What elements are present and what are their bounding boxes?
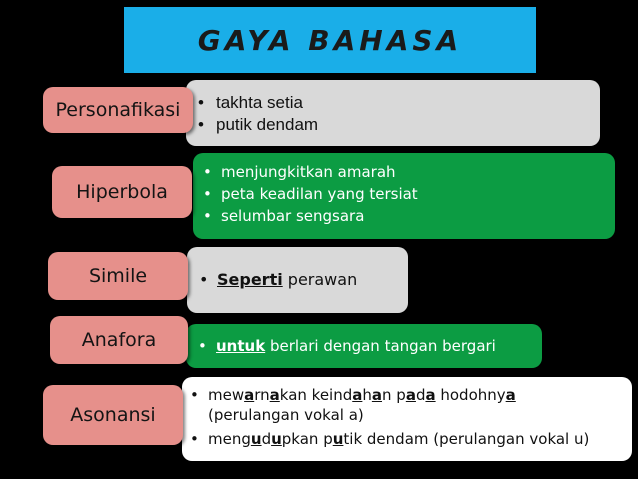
vowel: a — [505, 386, 516, 404]
vowel: a — [405, 386, 416, 404]
item-text: berlari dengan tangan bergari — [265, 337, 496, 355]
label-personafikasi — [43, 87, 193, 133]
label-text: Personafikasi — [55, 99, 181, 121]
list-item: • putik dendam — [198, 114, 600, 136]
list-item: • menjungkitkan amarah — [203, 161, 615, 183]
text-part: rn — [254, 386, 270, 404]
text-part: kan keind — [279, 386, 353, 404]
label-hiperbola — [52, 166, 192, 218]
vowel: a — [269, 386, 280, 404]
label-text: Asonansi — [70, 404, 156, 426]
vowel: a — [371, 386, 383, 404]
text-part: pkan p — [281, 430, 333, 448]
text-part: tik dendam (perulangan vokal u) — [343, 430, 590, 448]
title-banner — [124, 7, 536, 73]
text-part: n p — [382, 386, 406, 404]
vowel: a — [244, 386, 255, 404]
simile-panel — [187, 247, 408, 313]
vowel: a — [425, 386, 436, 404]
keyword: untuk — [216, 337, 266, 355]
label-text: Hiperbola — [76, 181, 168, 203]
keyword: Seperti — [217, 270, 283, 289]
vowel: u — [271, 430, 282, 448]
text-part: h — [362, 386, 372, 404]
text-part: d — [415, 386, 426, 404]
vowel: u — [250, 430, 262, 448]
list-item — [199, 269, 408, 291]
vowel: u — [332, 430, 344, 448]
label-simile — [48, 252, 188, 300]
page-title: GAYA BAHASA — [197, 23, 463, 57]
label-text: Simile — [88, 265, 148, 287]
list-item — [198, 335, 542, 357]
hiperbola-panel — [193, 153, 615, 239]
list-item: • peta keadilan yang tersiat — [203, 183, 615, 205]
item-note: (perulangan vokal a) — [208, 406, 364, 424]
list-item — [190, 385, 632, 425]
list-item: • takhta setia — [198, 92, 600, 114]
asonansi-panel — [182, 377, 632, 461]
personafikasi-panel — [186, 80, 600, 146]
text-part: hodohny — [435, 386, 506, 404]
anafora-panel — [186, 324, 542, 368]
label-anafora — [50, 316, 188, 364]
label-asonansi — [43, 385, 183, 445]
text-part: meng — [208, 430, 251, 448]
text-part: mew — [208, 386, 245, 404]
label-text: Anafora — [81, 329, 157, 351]
vowel: a — [352, 386, 363, 404]
item-text: perawan — [282, 270, 358, 289]
text-part: d — [261, 430, 272, 448]
list-item — [190, 428, 632, 450]
list-item: • selumbar sengsara — [203, 205, 615, 227]
